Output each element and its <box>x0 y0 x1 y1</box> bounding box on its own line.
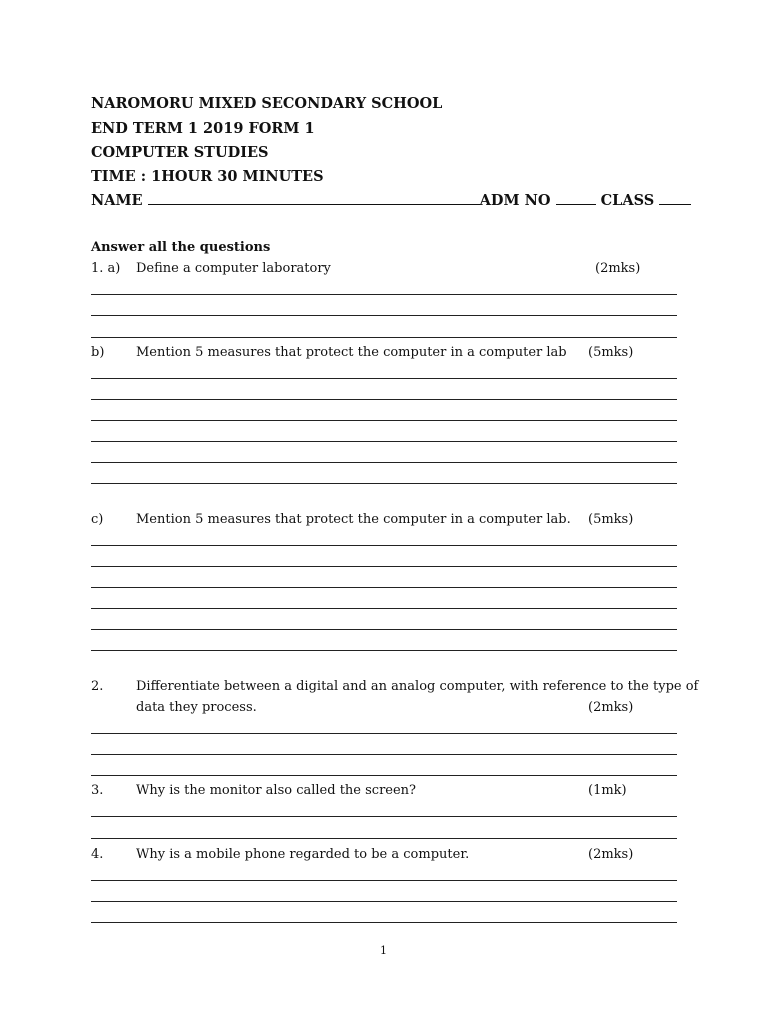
answer-line[interactable] <box>91 629 677 630</box>
question-text: Why is the monitor also called the screen? <box>136 783 417 798</box>
question-number: 2. <box>91 679 104 694</box>
answer-line[interactable] <box>91 315 677 316</box>
answer-line[interactable] <box>91 587 677 588</box>
name-label: NAME <box>91 192 143 209</box>
question-number: 4. <box>91 847 104 862</box>
question-number: 1. a) <box>91 261 121 276</box>
answer-line[interactable] <box>91 838 677 839</box>
question-text: Mention 5 measures that protect the computer in a computer lab. <box>136 512 571 527</box>
answer-line[interactable] <box>91 441 677 442</box>
question-text: Define a computer laboratory <box>136 261 331 276</box>
answer-line[interactable] <box>91 901 677 902</box>
answer-line[interactable] <box>91 462 677 463</box>
adm-blank[interactable] <box>556 192 596 205</box>
answer-line[interactable] <box>91 483 677 484</box>
school-name: NAROMORU MIXED SECONDARY SCHOOL <box>91 95 443 112</box>
question-marks: (2mks) <box>588 700 634 715</box>
question-marks: (2mks) <box>588 847 634 862</box>
answer-line[interactable] <box>91 816 677 817</box>
answer-line[interactable] <box>91 378 677 379</box>
question-text-continued: data they process. <box>136 700 257 715</box>
question-number: c) <box>91 512 104 527</box>
answer-line[interactable] <box>91 880 677 881</box>
question-marks: (5mks) <box>588 345 634 360</box>
class-blank[interactable] <box>659 192 691 205</box>
answer-line[interactable] <box>91 608 677 609</box>
answer-line[interactable] <box>91 754 677 755</box>
instructions: Answer all the questions <box>91 240 271 255</box>
subject-title: COMPUTER STUDIES <box>91 144 269 161</box>
answer-line[interactable] <box>91 922 677 923</box>
answer-line[interactable] <box>91 545 677 546</box>
adm-label: ADM NO <box>479 192 551 209</box>
student-details-row <box>91 192 691 209</box>
question-marks: (2mks) <box>595 261 641 276</box>
question-number: 3. <box>91 783 104 798</box>
answer-line[interactable] <box>91 294 677 295</box>
page-number: 1 <box>380 944 387 957</box>
answer-line[interactable] <box>91 337 677 338</box>
question-marks: (5mks) <box>588 512 634 527</box>
name-blank[interactable] <box>148 192 480 205</box>
question-marks: (1mk) <box>588 783 627 798</box>
answer-line[interactable] <box>91 566 677 567</box>
answer-line[interactable] <box>91 775 677 776</box>
question-text: Differentiate between a digital and an analog computer, with reference to the type of <box>136 679 699 694</box>
question-text: Why is a mobile phone regarded to be a computer. <box>136 847 470 862</box>
question-number: b) <box>91 345 105 360</box>
answer-line[interactable] <box>91 420 677 421</box>
class-label: CLASS <box>600 192 655 209</box>
question-text: Mention 5 measures that protect the computer in a computer lab <box>136 345 567 360</box>
exam-title: END TERM 1 2019 FORM 1 <box>91 120 315 137</box>
answer-line[interactable] <box>91 733 677 734</box>
time-allowed: TIME : 1HOUR 30 MINUTES <box>91 168 324 185</box>
answer-line[interactable] <box>91 399 677 400</box>
answer-line[interactable] <box>91 650 677 651</box>
